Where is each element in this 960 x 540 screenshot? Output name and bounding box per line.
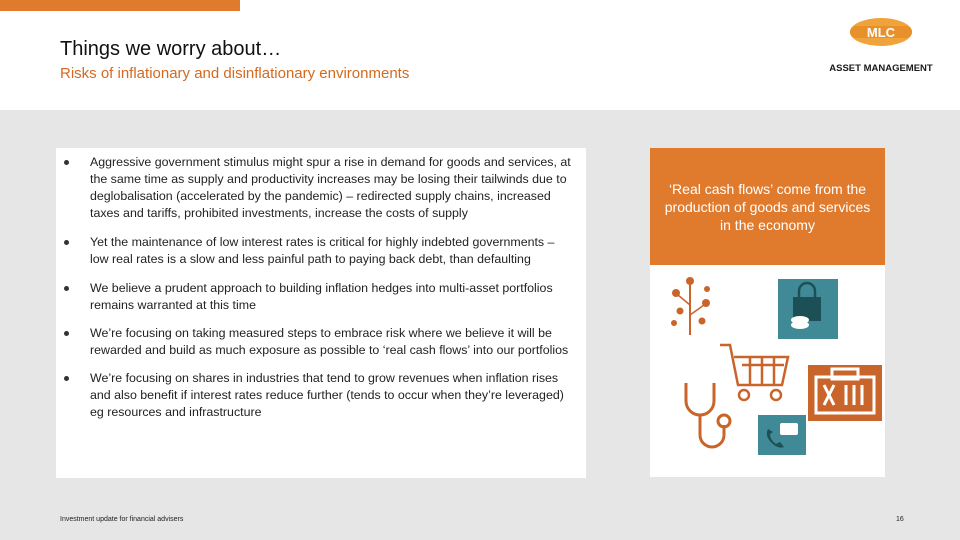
shopping-cart-icon	[720, 345, 788, 400]
bullet-text: We’re focusing on taking measured steps to embrace risk where we believe it will be rewarded and build as much exposure as possible to ‘real cash flows’ into our portfolios	[90, 326, 569, 357]
svg-text:MLC: MLC	[866, 25, 896, 40]
bullet-item	[56, 234, 586, 268]
callout-text: ‘Real cash flows’ come from the production of goods and services in the economy	[664, 180, 871, 233]
footer-text: Investment update for financial advisers	[60, 516, 184, 523]
bullet-item	[56, 325, 586, 359]
bullet-dot	[64, 240, 69, 245]
bullet-item	[56, 280, 586, 314]
bullet-dot	[64, 286, 69, 291]
stethoscope-icon	[686, 383, 730, 447]
bullet-text: Yet the maintenance of low interest rates is critical for highly indebted governments – low real rates is a slow and less painful path to paying back debt, than defaulting	[90, 235, 555, 266]
illustration	[650, 265, 885, 477]
page-number: 16	[896, 516, 904, 523]
bullet-text: We believe a prudent approach to building inflation hedges into multi-asset portfolios remains warranted at this time	[90, 281, 553, 312]
tree-icon	[671, 277, 710, 335]
illustration-panel	[650, 265, 885, 477]
shopping-bag-icon	[778, 279, 838, 339]
accent-bar	[0, 0, 240, 11]
slide-title: Things we worry about…	[60, 38, 282, 60]
bullet-item	[56, 370, 586, 421]
bullet-panel	[56, 148, 586, 478]
bullet-item	[56, 154, 586, 222]
callout-box	[650, 148, 885, 265]
phone-icon	[758, 415, 806, 455]
toolbox-icon	[808, 365, 882, 421]
bullet-text: We’re focusing on shares in industries that tend to grow revenues when inflation rises and also benefit if interest rates reduce further (tends to occur when they’re leveraged) eg resources and infrastructure	[90, 371, 564, 419]
bullet-dot	[64, 376, 69, 381]
bullet-dot	[64, 160, 69, 165]
bullet-text: Aggressive government stimulus might spur a rise in demand for goods and services, at the same time as supply and productivity increases may be losing their tailwinds due to deglobalisation (accelerated by the pandemic) – redirected supply chains, increased taxes and tariffs, prohibited investments, increase the costs of supply	[90, 155, 571, 220]
slide-header	[0, 0, 960, 110]
mlc-logo	[820, 16, 942, 76]
slide-subtitle: Risks of inflationary and disinflationary environments	[60, 65, 410, 82]
svg-text:ASSET MANAGEMENT: ASSET MANAGEMENT	[829, 63, 933, 74]
bullet-dot	[64, 331, 69, 336]
